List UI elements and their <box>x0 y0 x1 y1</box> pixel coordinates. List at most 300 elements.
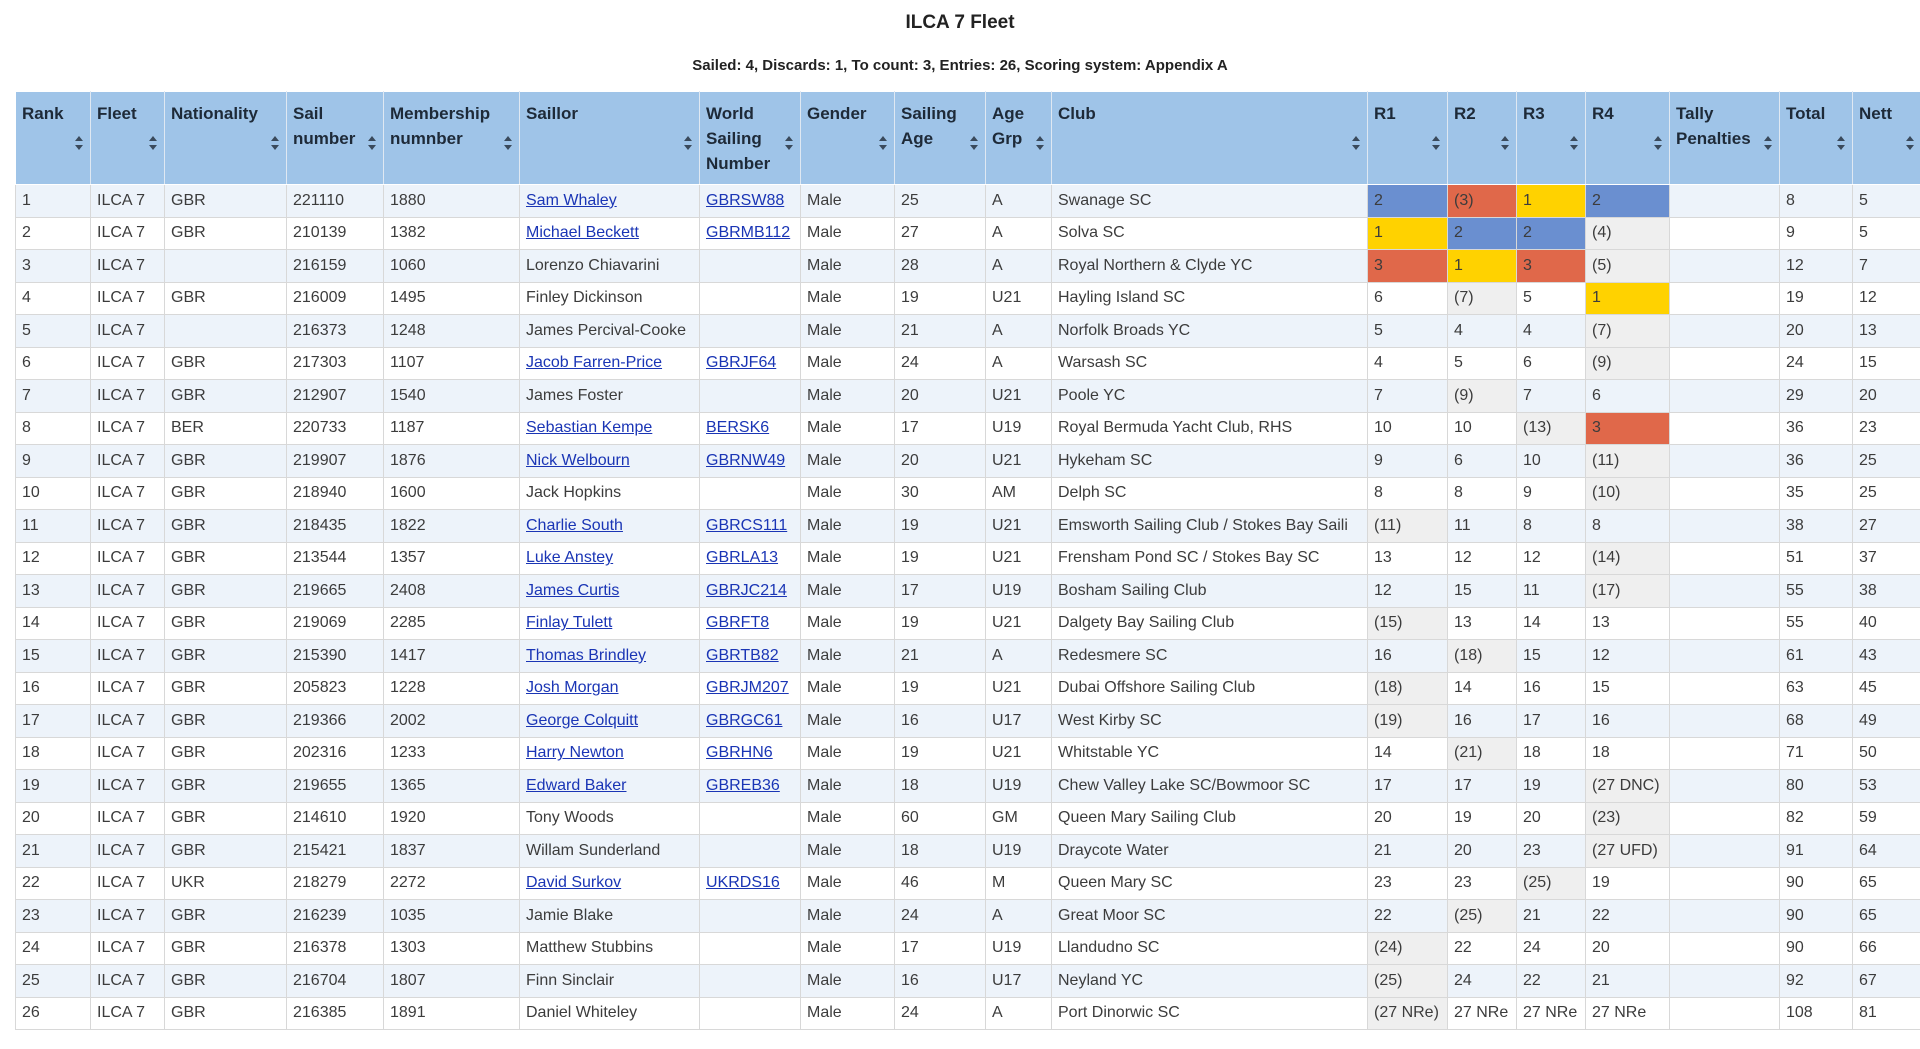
age-group-cell: A <box>986 900 1052 933</box>
sailor-cell: Finn Sinclair <box>520 965 700 998</box>
table-row <box>16 185 1920 218</box>
race-2-cell: (9) <box>1448 380 1517 413</box>
race-3-cell: 18 <box>1517 737 1586 770</box>
age-group-cell: U19 <box>986 770 1052 803</box>
table-row <box>16 607 1920 640</box>
rank-cell: 21 <box>16 835 91 868</box>
rank-cell: 14 <box>16 607 91 640</box>
world-sailing-number-cell <box>700 445 801 478</box>
race-3-cell: (13) <box>1517 412 1586 445</box>
page-title: ILCA 7 Fleet <box>0 12 1920 34</box>
race-3-cell: 22 <box>1517 965 1586 998</box>
sailor-cell <box>520 640 700 673</box>
world-sailing-number-cell-link[interactable]: BERSK6 <box>706 419 769 436</box>
sort-arrows-icon[interactable] <box>75 132 83 146</box>
nationality-cell: GBR <box>165 282 287 315</box>
race-3-cell: 12 <box>1517 542 1586 575</box>
rank-cell: 13 <box>16 575 91 608</box>
club-cell: Hykeham SC <box>1052 445 1368 478</box>
race-3-cell: 5 <box>1517 282 1586 315</box>
race-3-cell: 21 <box>1517 900 1586 933</box>
world-sailing-number-cell-link[interactable]: GBREB36 <box>706 777 780 794</box>
world-sailing-number-cell-link[interactable]: GBRTB82 <box>706 647 779 664</box>
world-sailing-number-cell-link[interactable]: UKRDS16 <box>706 874 780 891</box>
race-3-cell: 1 <box>1517 185 1586 218</box>
race-1-cell: 3 <box>1368 250 1448 283</box>
column-header-r2[interactable] <box>1448 92 1517 185</box>
world-sailing-number-cell <box>700 250 801 283</box>
gender-cell: Male <box>801 250 895 283</box>
nett-cell: 65 <box>1853 900 1920 933</box>
world-sailing-number-cell-link[interactable]: GBRGC61 <box>706 712 782 729</box>
membership-number-cell: 1822 <box>384 510 520 543</box>
race-1-cell: 13 <box>1368 542 1448 575</box>
club-cell: Draycote Water <box>1052 835 1368 868</box>
total-cell: 12 <box>1780 250 1853 283</box>
column-header-ws[interactable] <box>700 92 801 185</box>
sail-number-cell: 216385 <box>287 997 384 1030</box>
race-4-cell: 21 <box>1586 965 1670 998</box>
table-row <box>16 575 1920 608</box>
age-group-cell: GM <box>986 802 1052 835</box>
sailor-cell-link[interactable]: Harry Newton <box>526 744 624 761</box>
sailor-cell <box>520 412 700 445</box>
sailor-cell: Jamie Blake <box>520 900 700 933</box>
total-cell: 20 <box>1780 315 1853 348</box>
tally-penalties-cell <box>1670 510 1780 543</box>
age-group-cell: U21 <box>986 445 1052 478</box>
world-sailing-number-cell <box>700 282 801 315</box>
sail-number-cell: 213544 <box>287 542 384 575</box>
total-cell: 63 <box>1780 672 1853 705</box>
race-2-cell: 17 <box>1448 770 1517 803</box>
column-header-r3[interactable] <box>1517 92 1586 185</box>
column-header-nett[interactable] <box>1853 92 1920 185</box>
total-cell: 61 <box>1780 640 1853 673</box>
nett-cell: 66 <box>1853 932 1920 965</box>
world-sailing-number-cell-link[interactable]: GBRNW49 <box>706 452 785 469</box>
gender-cell: Male <box>801 607 895 640</box>
sailing-age-cell: 25 <box>895 185 986 218</box>
sail-number-cell: 218435 <box>287 510 384 543</box>
race-2-cell: (7) <box>1448 282 1517 315</box>
sailor-cell-link[interactable]: James Curtis <box>526 582 619 599</box>
race-2-cell: (3) <box>1448 185 1517 218</box>
sailor-cell <box>520 737 700 770</box>
fleet-cell: ILCA 7 <box>91 542 165 575</box>
world-sailing-number-cell <box>700 380 801 413</box>
sailing-age-cell: 19 <box>895 737 986 770</box>
nationality-cell: GBR <box>165 737 287 770</box>
membership-number-cell: 2002 <box>384 705 520 738</box>
sort-arrows-icon[interactable] <box>879 132 887 146</box>
fleet-cell: ILCA 7 <box>91 315 165 348</box>
nationality-cell: GBR <box>165 575 287 608</box>
sailor-cell-link[interactable]: Nick Welbourn <box>526 452 630 469</box>
tally-penalties-cell <box>1670 380 1780 413</box>
sort-arrows-icon[interactable] <box>1501 132 1509 146</box>
rank-cell: 3 <box>16 250 91 283</box>
world-sailing-number-cell <box>700 997 801 1030</box>
sort-arrows-icon[interactable] <box>1654 132 1662 146</box>
sail-number-cell: 216378 <box>287 932 384 965</box>
rank-cell: 7 <box>16 380 91 413</box>
race-4-cell: (7) <box>1586 315 1670 348</box>
nationality-cell <box>165 250 287 283</box>
age-group-cell: AM <box>986 477 1052 510</box>
race-3-cell: 9 <box>1517 477 1586 510</box>
world-sailing-number-cell <box>700 412 801 445</box>
rank-cell: 26 <box>16 997 91 1030</box>
sailor-cell: Jack Hopkins <box>520 477 700 510</box>
membership-number-cell: 1248 <box>384 315 520 348</box>
sailing-age-cell: 19 <box>895 510 986 543</box>
table-row <box>16 802 1920 835</box>
sailing-age-cell: 17 <box>895 412 986 445</box>
column-header-mem[interactable] <box>384 92 520 185</box>
world-sailing-number-cell <box>700 347 801 380</box>
tally-penalties-cell <box>1670 315 1780 348</box>
rank-cell: 17 <box>16 705 91 738</box>
nett-cell: 64 <box>1853 835 1920 868</box>
race-1-cell: (19) <box>1368 705 1448 738</box>
tally-penalties-cell <box>1670 997 1780 1030</box>
gender-cell: Male <box>801 380 895 413</box>
column-header-tally[interactable] <box>1670 92 1780 185</box>
membership-number-cell: 1876 <box>384 445 520 478</box>
column-header-sailor[interactable] <box>520 92 700 185</box>
table-row <box>16 510 1920 543</box>
column-header-grp[interactable] <box>986 92 1052 185</box>
sort-arrows-icon[interactable] <box>1036 132 1044 146</box>
club-cell: Norfolk Broads YC <box>1052 315 1368 348</box>
sailing-age-cell: 18 <box>895 835 986 868</box>
gender-cell: Male <box>801 997 895 1030</box>
world-sailing-number-cell-link[interactable]: GBRJF64 <box>706 354 776 371</box>
nationality-cell: GBR <box>165 705 287 738</box>
race-1-cell: 2 <box>1368 185 1448 218</box>
race-1-cell: 6 <box>1368 282 1448 315</box>
sailor-cell-link[interactable]: Michael Beckett <box>526 224 639 241</box>
gender-cell: Male <box>801 347 895 380</box>
gender-cell: Male <box>801 575 895 608</box>
sort-arrows-icon[interactable] <box>684 132 692 146</box>
nationality-cell: GBR <box>165 770 287 803</box>
sailor-cell-link[interactable]: Finlay Tulett <box>526 614 612 631</box>
sailor-cell: Matthew Stubbins <box>520 932 700 965</box>
column-header-club[interactable] <box>1052 92 1368 185</box>
nett-cell: 25 <box>1853 445 1920 478</box>
race-4-cell: 12 <box>1586 640 1670 673</box>
world-sailing-number-cell <box>700 867 801 900</box>
table-row <box>16 282 1920 315</box>
total-cell: 19 <box>1780 282 1853 315</box>
sort-arrows-icon[interactable] <box>504 132 512 146</box>
table-row <box>16 445 1920 478</box>
total-cell: 90 <box>1780 900 1853 933</box>
club-cell: Great Moor SC <box>1052 900 1368 933</box>
club-cell: Queen Mary Sailing Club <box>1052 802 1368 835</box>
world-sailing-number-cell-link[interactable]: GBRHN6 <box>706 744 773 761</box>
sail-number-cell: 220733 <box>287 412 384 445</box>
race-3-cell: (25) <box>1517 867 1586 900</box>
sail-number-cell: 205823 <box>287 672 384 705</box>
sort-arrows-icon[interactable] <box>271 132 279 146</box>
total-cell: 82 <box>1780 802 1853 835</box>
fleet-cell: ILCA 7 <box>91 965 165 998</box>
membership-number-cell: 1600 <box>384 477 520 510</box>
sail-number-cell: 202316 <box>287 737 384 770</box>
race-3-cell: 20 <box>1517 802 1586 835</box>
tally-penalties-cell <box>1670 867 1780 900</box>
fleet-cell: ILCA 7 <box>91 217 165 250</box>
sort-arrows-icon[interactable] <box>1432 132 1440 146</box>
race-3-cell: 23 <box>1517 835 1586 868</box>
results-table-body <box>16 185 1920 1030</box>
sailor-cell-link[interactable]: Josh Morgan <box>526 679 619 696</box>
race-1-cell: 21 <box>1368 835 1448 868</box>
sailing-age-cell: 16 <box>895 705 986 738</box>
age-group-cell: A <box>986 997 1052 1030</box>
race-2-cell: 1 <box>1448 250 1517 283</box>
nett-cell: 59 <box>1853 802 1920 835</box>
world-sailing-number-cell <box>700 640 801 673</box>
age-group-cell: U19 <box>986 575 1052 608</box>
table-row <box>16 250 1920 283</box>
world-sailing-number-cell <box>700 737 801 770</box>
race-4-cell: 6 <box>1586 380 1670 413</box>
sort-arrows-icon[interactable] <box>785 132 793 146</box>
race-2-cell: 2 <box>1448 217 1517 250</box>
nett-cell: 13 <box>1853 315 1920 348</box>
sailing-age-cell: 20 <box>895 445 986 478</box>
membership-number-cell: 1228 <box>384 672 520 705</box>
sailor-cell <box>520 185 700 218</box>
race-3-cell: 7 <box>1517 380 1586 413</box>
sail-number-cell: 219069 <box>287 607 384 640</box>
race-1-cell: (11) <box>1368 510 1448 543</box>
race-4-cell: 13 <box>1586 607 1670 640</box>
nationality-cell <box>165 315 287 348</box>
column-header-label: R1 <box>1374 104 1396 123</box>
total-cell: 55 <box>1780 607 1853 640</box>
table-row <box>16 477 1920 510</box>
nationality-cell: GBR <box>165 607 287 640</box>
tally-penalties-cell <box>1670 477 1780 510</box>
sail-number-cell: 219907 <box>287 445 384 478</box>
sailing-age-cell: 19 <box>895 282 986 315</box>
sailor-cell: Finley Dickinson <box>520 282 700 315</box>
column-header-fleet[interactable] <box>91 92 165 185</box>
nationality-cell: GBR <box>165 477 287 510</box>
club-cell: Dubai Offshore Sailing Club <box>1052 672 1368 705</box>
sort-arrows-icon[interactable] <box>368 132 376 146</box>
column-header-label: Total <box>1786 104 1825 123</box>
table-row <box>16 867 1920 900</box>
membership-number-cell: 1107 <box>384 347 520 380</box>
sailing-age-cell: 18 <box>895 770 986 803</box>
race-4-cell: (9) <box>1586 347 1670 380</box>
age-group-cell: U17 <box>986 705 1052 738</box>
membership-number-cell: 1060 <box>384 250 520 283</box>
sailing-age-cell: 60 <box>895 802 986 835</box>
nationality-cell: GBR <box>165 347 287 380</box>
nationality-cell: GBR <box>165 900 287 933</box>
race-4-cell: (27 DNC) <box>1586 770 1670 803</box>
column-header-label: Sailing Age <box>901 104 957 148</box>
sailor-cell-link[interactable]: Edward Baker <box>526 777 627 794</box>
column-header-label: Club <box>1058 104 1096 123</box>
age-group-cell: U21 <box>986 282 1052 315</box>
fleet-cell: ILCA 7 <box>91 640 165 673</box>
nationality-cell: GBR <box>165 672 287 705</box>
world-sailing-number-cell <box>700 835 801 868</box>
total-cell: 80 <box>1780 770 1853 803</box>
rank-cell: 18 <box>16 737 91 770</box>
world-sailing-number-cell <box>700 965 801 998</box>
membership-number-cell: 1365 <box>384 770 520 803</box>
table-row <box>16 412 1920 445</box>
column-header-gender[interactable] <box>801 92 895 185</box>
race-4-cell: (11) <box>1586 445 1670 478</box>
world-sailing-number-cell-link[interactable]: GBRJC214 <box>706 582 787 599</box>
gender-cell: Male <box>801 412 895 445</box>
nationality-cell: GBR <box>165 997 287 1030</box>
world-sailing-number-cell <box>700 542 801 575</box>
world-sailing-number-cell-link[interactable]: GBRFT8 <box>706 614 769 631</box>
column-header-label: R3 <box>1523 104 1545 123</box>
world-sailing-number-cell <box>700 900 801 933</box>
column-header-sail[interactable] <box>287 92 384 185</box>
rank-cell: 24 <box>16 932 91 965</box>
column-header-r4[interactable] <box>1586 92 1670 185</box>
race-4-cell: (10) <box>1586 477 1670 510</box>
sort-arrows-icon[interactable] <box>1837 132 1845 146</box>
club-cell: Emsworth Sailing Club / Stokes Bay Saili <box>1052 510 1368 543</box>
race-4-cell: (14) <box>1586 542 1670 575</box>
sort-arrows-icon[interactable] <box>149 132 157 146</box>
sort-arrows-icon[interactable] <box>1352 132 1360 146</box>
sort-arrows-icon[interactable] <box>1906 132 1914 146</box>
race-1-cell: 5 <box>1368 315 1448 348</box>
column-header-label: Rank <box>22 104 64 123</box>
column-header-rank[interactable] <box>16 92 91 185</box>
sailor-cell-link[interactable]: Charlie South <box>526 517 623 534</box>
race-4-cell: (17) <box>1586 575 1670 608</box>
sailor-cell-link[interactable]: Sebastian Kempe <box>526 419 652 436</box>
sailor-cell-link[interactable]: David Surkov <box>526 874 621 891</box>
world-sailing-number-cell-link[interactable]: GBRJM207 <box>706 679 789 696</box>
sort-arrows-icon[interactable] <box>1764 132 1772 146</box>
sail-number-cell: 218279 <box>287 867 384 900</box>
results-summary: Sailed: 4, Discards: 1, To count: 3, Entries: 26, Scoring system: Appendix A <box>0 57 1920 74</box>
world-sailing-number-cell <box>700 477 801 510</box>
race-1-cell: (27 NRe) <box>1368 997 1448 1030</box>
race-1-cell: (15) <box>1368 607 1448 640</box>
sailor-cell-link[interactable]: George Colquitt <box>526 712 638 729</box>
column-header-label: Saillor <box>526 104 578 123</box>
total-cell: 55 <box>1780 575 1853 608</box>
nett-cell: 7 <box>1853 250 1920 283</box>
sail-number-cell: 219665 <box>287 575 384 608</box>
sailor-cell-link[interactable]: Thomas Brindley <box>526 647 646 664</box>
column-header-r1[interactable] <box>1368 92 1448 185</box>
world-sailing-number-cell <box>700 672 801 705</box>
rank-cell: 19 <box>16 770 91 803</box>
sailor-cell-link[interactable]: Sam Whaley <box>526 192 617 209</box>
sailing-age-cell: 24 <box>895 347 986 380</box>
sail-number-cell: 216704 <box>287 965 384 998</box>
fleet-cell: ILCA 7 <box>91 672 165 705</box>
tally-penalties-cell <box>1670 802 1780 835</box>
nationality-cell: GBR <box>165 640 287 673</box>
nett-cell: 15 <box>1853 347 1920 380</box>
world-sailing-number-cell-link[interactable]: GBRSW88 <box>706 192 784 209</box>
sailor-cell-link[interactable]: Jacob Farren-Price <box>526 354 662 371</box>
nationality-cell: GBR <box>165 932 287 965</box>
age-group-cell: M <box>986 867 1052 900</box>
column-header-nat[interactable] <box>165 92 287 185</box>
age-group-cell: U19 <box>986 412 1052 445</box>
nett-cell: 37 <box>1853 542 1920 575</box>
age-group-cell: U21 <box>986 542 1052 575</box>
age-group-cell: U19 <box>986 932 1052 965</box>
gender-cell: Male <box>801 672 895 705</box>
sail-number-cell: 212907 <box>287 380 384 413</box>
fleet-cell: ILCA 7 <box>91 737 165 770</box>
membership-number-cell: 1382 <box>384 217 520 250</box>
column-header-total[interactable] <box>1780 92 1853 185</box>
world-sailing-number-cell-link[interactable]: GBRCS111 <box>706 517 787 534</box>
gender-cell: Male <box>801 932 895 965</box>
club-cell: Redesmere SC <box>1052 640 1368 673</box>
nett-cell: 5 <box>1853 217 1920 250</box>
race-2-cell: 4 <box>1448 315 1517 348</box>
club-cell: Swanage SC <box>1052 185 1368 218</box>
tally-penalties-cell <box>1670 770 1780 803</box>
sail-number-cell: 216159 <box>287 250 384 283</box>
tally-penalties-cell <box>1670 737 1780 770</box>
race-2-cell: 27 NRe <box>1448 997 1517 1030</box>
sort-arrows-icon[interactable] <box>970 132 978 146</box>
race-2-cell: 19 <box>1448 802 1517 835</box>
tally-penalties-cell <box>1670 932 1780 965</box>
table-row <box>16 932 1920 965</box>
world-sailing-number-cell-link[interactable]: GBRMB112 <box>706 224 790 241</box>
sailor-cell <box>520 575 700 608</box>
column-header-age[interactable] <box>895 92 986 185</box>
race-3-cell: 15 <box>1517 640 1586 673</box>
sailing-age-cell: 16 <box>895 965 986 998</box>
race-3-cell: 10 <box>1517 445 1586 478</box>
race-1-cell: (18) <box>1368 672 1448 705</box>
sailor-cell: Lorenzo Chiavarini <box>520 250 700 283</box>
gender-cell: Male <box>801 510 895 543</box>
race-3-cell: 2 <box>1517 217 1586 250</box>
sailor-cell: James Foster <box>520 380 700 413</box>
club-cell: Neyland YC <box>1052 965 1368 998</box>
table-row <box>16 672 1920 705</box>
world-sailing-number-cell-link[interactable]: GBRLA13 <box>706 549 778 566</box>
race-4-cell: 15 <box>1586 672 1670 705</box>
nett-cell: 53 <box>1853 770 1920 803</box>
fleet-cell: ILCA 7 <box>91 477 165 510</box>
sailor-cell-link[interactable]: Luke Anstey <box>526 549 613 566</box>
club-cell: Delph SC <box>1052 477 1368 510</box>
sort-arrows-icon[interactable] <box>1570 132 1578 146</box>
nett-cell: 81 <box>1853 997 1920 1030</box>
membership-number-cell: 2408 <box>384 575 520 608</box>
